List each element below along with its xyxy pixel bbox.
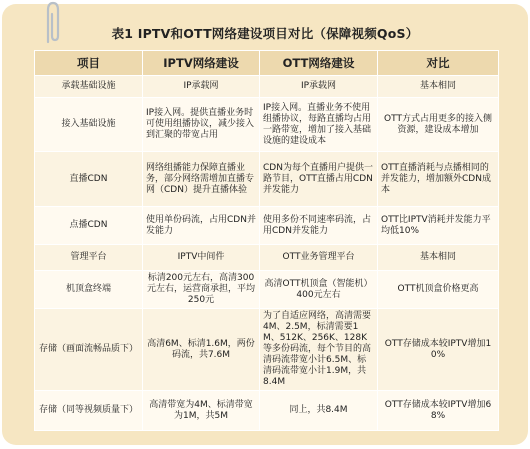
row-compare: OTT机顶盒价格更高 bbox=[378, 271, 499, 309]
header-item: 项目 bbox=[35, 51, 143, 76]
row-item: 直播CDN bbox=[35, 152, 143, 207]
row-compare: OTT直播消耗与点播相同的并发能力，增加额外CDN成本 bbox=[378, 152, 499, 207]
header-ott: OTT网络建设 bbox=[260, 51, 378, 76]
row-item: 点播CDN bbox=[35, 207, 143, 245]
row-iptv: 使用单份码流，占用CDN并发能力 bbox=[143, 207, 260, 245]
row-iptv: IPTV中间件 bbox=[143, 245, 260, 271]
row-ott: IP接入网。直播业务不使用组播协议，每路直播均占用一路带宽，增加了接入基础设施的建设成本 bbox=[260, 98, 378, 152]
header-row bbox=[35, 51, 499, 76]
row-iptv: 标清200元左右，高清300元左右，运营商承担，平均250元 bbox=[143, 271, 260, 309]
comparison-table bbox=[34, 50, 499, 431]
table-row bbox=[35, 309, 499, 391]
row-iptv: 高清带宽为4M、标清带宽为1M，共5M bbox=[143, 391, 260, 431]
row-iptv: 网络组播能力保障直播业务，部分网络需增加直播专网（CDN）提升直播体验 bbox=[143, 152, 260, 207]
row-compare: OTT比IPTV消耗并发能力平均低10% bbox=[378, 207, 499, 245]
table-row bbox=[35, 98, 499, 152]
row-compare: 基本相同 bbox=[378, 245, 499, 271]
row-ott: 同上，共8.4M bbox=[260, 391, 378, 431]
row-compare: OTT方式占用更多的接入侧资源，建设成本增加 bbox=[378, 98, 499, 152]
row-item: 管理平台 bbox=[35, 245, 143, 271]
row-iptv: IP承载网 bbox=[143, 76, 260, 98]
row-ott: 为了自适应网络，高清需要4M、2.5M，标清需要1M、512K、256K、128K等多份码流，每个节目的高清码流带宽小计6.5M、标清码流带宽小计1.9M，共8.4M bbox=[260, 309, 378, 391]
row-ott: CDN为每个直播用户提供一路节目，OTT直播占用CDN并发能力 bbox=[260, 152, 378, 207]
table-row bbox=[35, 152, 499, 207]
header-compare: 对比 bbox=[378, 51, 499, 76]
row-item: 接入基础设施 bbox=[35, 98, 143, 152]
table-title: 表1 IPTV和OTT网络建设项目对比（保障视频QoS） bbox=[111, 26, 419, 41]
row-ott: IP承载网 bbox=[260, 76, 378, 98]
header-iptv: IPTV网络建设 bbox=[143, 51, 260, 76]
row-item: 机顶盒终端 bbox=[35, 271, 143, 309]
row-item: 存储（同等视频质量下） bbox=[35, 391, 143, 431]
row-compare: OTT存储成本较IPTV增加10% bbox=[378, 309, 499, 391]
row-ott: 高清OTT机顶盒（智能机）400元左右 bbox=[260, 271, 378, 309]
row-ott: 使用多份不同速率码流，占用CDN并发能力 bbox=[260, 207, 378, 245]
row-iptv: IP接入网。提供直播业务时可使用组播协议，减少接入到汇聚的带宽占用 bbox=[143, 98, 260, 152]
row-compare: OTT存储成本较IPTV增加68% bbox=[378, 391, 499, 431]
row-item: 存储（画面流畅品质下） bbox=[35, 309, 143, 391]
row-ott: OTT业务管理平台 bbox=[260, 245, 378, 271]
table-row bbox=[35, 76, 499, 98]
table-row bbox=[35, 391, 499, 431]
table-row bbox=[35, 271, 499, 309]
row-iptv: 高清6M、标清1.6M，两份码流，共7.6M bbox=[143, 309, 260, 391]
table-row bbox=[35, 245, 499, 271]
table-row bbox=[35, 207, 499, 245]
row-compare: 基本相同 bbox=[378, 76, 499, 98]
row-item: 承载基础设施 bbox=[35, 76, 143, 98]
